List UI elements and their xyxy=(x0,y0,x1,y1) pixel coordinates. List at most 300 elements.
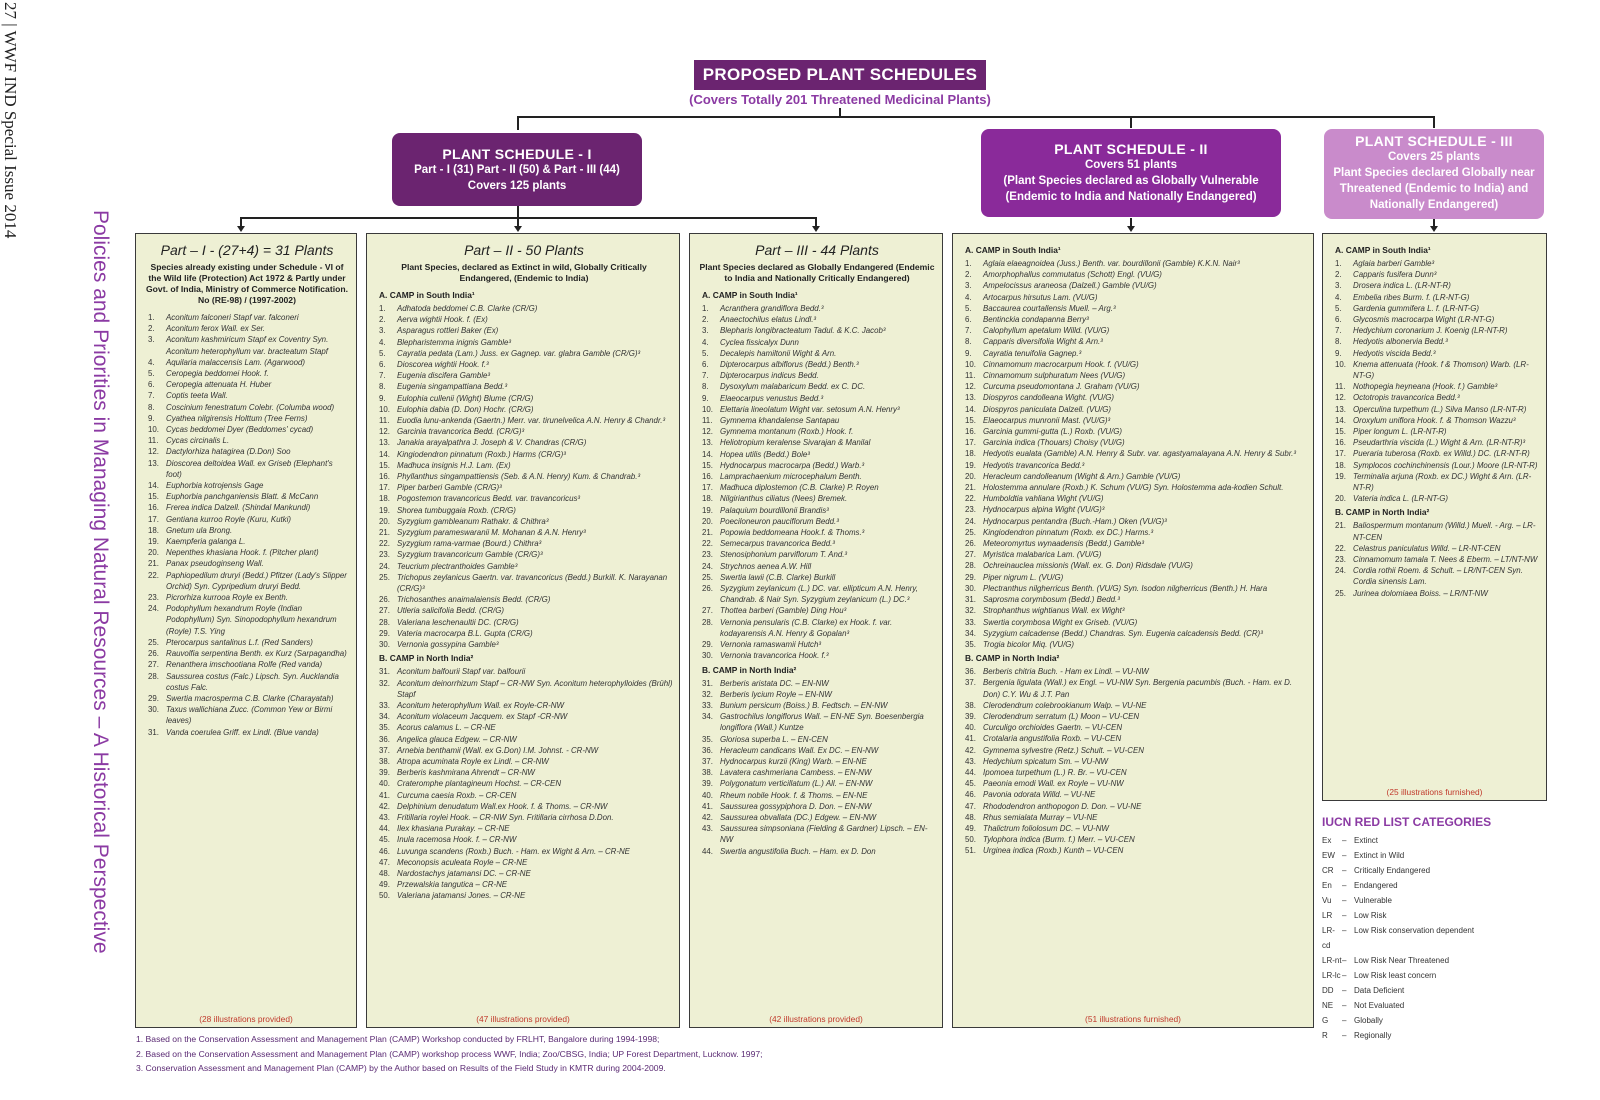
species-item xyxy=(961,292,1307,303)
species-name: Dysoxylum malabaricum Bedd. ex C. DC. xyxy=(720,382,866,392)
species-name: Elettaria lineolatum Wight var. setosum A.N. Henry³ xyxy=(720,404,900,414)
species-item xyxy=(698,605,936,616)
species-item xyxy=(698,767,936,778)
section-title: B. CAMP in North India² xyxy=(1335,507,1430,518)
species-name: Humboldtia vahliana Wight (VU/G) xyxy=(983,494,1104,504)
species-item xyxy=(144,480,350,491)
species-item xyxy=(1331,554,1540,565)
species-name: Curcuma caesia Roxb. – CR-CEN xyxy=(397,790,517,800)
item-number: 24. xyxy=(702,561,713,571)
item-number: 34. xyxy=(965,628,976,638)
item-number: 44. xyxy=(965,767,976,777)
species-name: Berberis lycium Royle – EN-NW xyxy=(720,689,832,699)
item-number: 27. xyxy=(379,606,390,616)
species-item xyxy=(698,460,936,471)
species-item xyxy=(1331,280,1540,291)
species-item xyxy=(961,359,1307,370)
item-number: 10. xyxy=(148,425,159,435)
item-number: 33. xyxy=(702,700,713,710)
item-number: 7. xyxy=(1335,326,1342,336)
item-number: 22. xyxy=(1335,543,1346,553)
item-number: 49. xyxy=(379,880,390,890)
item-number: 36. xyxy=(965,667,976,677)
dash: – xyxy=(1342,911,1347,920)
species-item xyxy=(961,471,1307,482)
species-name: Piper barberi Gamble (CR/G)³ xyxy=(397,483,502,493)
schedule-3-box xyxy=(1324,129,1544,219)
species-name: Cinnamomum tamala T. Nees & Eberm. – LT/NT-NW xyxy=(1353,555,1538,565)
item-number: 51. xyxy=(965,846,976,856)
species-name: Madhuca insignis H.J. Lam. (Ex) xyxy=(397,460,511,470)
species-name: Coscinium fenestratum Colebr. (Columba wood) xyxy=(166,402,335,412)
iucn-row xyxy=(1322,983,1562,998)
species-item xyxy=(144,671,350,693)
species-name: Picrorhiza kurrooa Royle ex Benth. xyxy=(166,593,288,603)
iucn-row xyxy=(1322,1013,1562,1028)
item-number: 25. xyxy=(379,572,390,582)
item-number: 31. xyxy=(702,678,713,688)
species-item xyxy=(144,592,350,603)
species-name: Luvunga scandens (Roxb.) Buch. - Ham. ex Wight & Arn. – CR-NE xyxy=(397,846,630,856)
species-item xyxy=(144,648,350,659)
species-name: Euphorbia panchganiensis Blatt. & McCann xyxy=(166,492,319,502)
species-name: Hedyotis travancorica Bedd.³ xyxy=(983,460,1085,470)
species-name: Acranthera grandiflora Bedd.³ xyxy=(720,304,824,313)
species-item xyxy=(144,334,350,356)
schedule-line: (Plant Species declared as Globally Vulnerable xyxy=(1003,175,1259,187)
species-item xyxy=(1331,336,1540,347)
iucn-code: LR-nt xyxy=(1322,956,1342,965)
species-name: Vernonia travancorica Hook. f.³ xyxy=(720,651,829,661)
item-number: 17. xyxy=(1335,449,1346,459)
species-name: Gardenia gummifera L. f. (LR-NT-G) xyxy=(1353,303,1479,313)
species-name: Coptis teeta Wall. xyxy=(166,391,228,401)
species-name: Cyclea fissicalyx Dunn xyxy=(720,337,799,347)
item-number: 35. xyxy=(702,734,713,744)
species-name: Swertia lawii (C.B. Clarke) Burkill xyxy=(720,572,836,582)
item-number: 10. xyxy=(1335,359,1346,369)
species-name: Ilex khasiana Purakay. – CR-NE xyxy=(397,824,510,834)
species-item xyxy=(1331,381,1540,392)
item-number: 40. xyxy=(965,723,976,733)
item-number: 39. xyxy=(379,768,390,778)
section-title: A. CAMP in South India¹ xyxy=(379,290,475,300)
item-number: 9. xyxy=(379,393,386,403)
species-name: Garcinia travancorica Bedd. (CR/G)³ xyxy=(397,427,525,437)
schedule-line: Nationally Endangered) xyxy=(1369,199,1499,211)
species-name: Taxus wallichiana Zucc. (Common Yew or Birmi leaves) xyxy=(166,705,333,726)
item-number: 37. xyxy=(702,756,713,766)
species-name: Plectranthus nilgherricus Benth. (VU/G) Syn. Isodon nilgherricus (Benth.) H. Hara xyxy=(983,583,1268,593)
iucn-legend xyxy=(1322,815,1562,1043)
item-number: 21. xyxy=(148,559,159,569)
species-item xyxy=(375,505,673,516)
species-item xyxy=(375,801,673,812)
species-name: Diospyros paniculata Dalzell. (VU/G) xyxy=(983,404,1112,414)
item-number: 35. xyxy=(965,639,976,649)
species-item xyxy=(698,471,936,482)
item-number: 9. xyxy=(965,348,972,358)
item-number: 41. xyxy=(702,801,713,811)
species-name: Inula racemosa Hook. f. – CR-NW xyxy=(397,835,517,845)
species-name: Gymnema khandalense Santapau xyxy=(720,416,840,426)
item-number: 25. xyxy=(702,572,713,582)
item-number: 7. xyxy=(965,326,972,336)
species-item xyxy=(375,393,673,404)
species-name: Aglaia elaeagnoidea (Juss.) Benth. var. bourdillonii (Gamble) K.K.N. Nair³ xyxy=(983,259,1240,268)
connector xyxy=(240,217,816,219)
species-name: Eugenia singampattiana Bedd.³ xyxy=(397,382,508,392)
species-item xyxy=(961,381,1307,392)
species-name: Cinnamomum macrocarpum Hook. f. (VU/G) xyxy=(983,359,1139,369)
species-item xyxy=(375,561,673,572)
item-number: 43. xyxy=(702,824,713,834)
species-name: Tylophora indica (Burm. f.) Merr. – VU-CEN xyxy=(983,835,1135,845)
item-number: 13. xyxy=(965,393,976,403)
part-1-column xyxy=(135,233,357,1028)
species-item xyxy=(961,516,1307,527)
species-name: Rhododendron anthopogon D. Don. – VU-NE xyxy=(983,801,1142,811)
species-name: Utleria salicifolia Bedd. (CR/G) xyxy=(397,606,504,616)
species-item xyxy=(961,538,1307,549)
species-item xyxy=(144,693,350,704)
item-number: 19. xyxy=(1335,471,1346,481)
item-number: 29. xyxy=(379,628,390,638)
species-name: Drosera indica L. (LR-NT-R) xyxy=(1353,281,1451,291)
species-item xyxy=(961,560,1307,571)
schedule-3-column xyxy=(1322,233,1547,801)
species-name: Aconitum kashmiricum Stapf ex Coventry Syn. Aconitum heterophyllum var. bracteatum Stapf xyxy=(166,335,329,356)
species-item xyxy=(375,857,673,868)
species-item xyxy=(375,460,673,471)
species-name: Cycas beddomei Dyer (Beddomes' cycad) xyxy=(166,425,314,435)
species-name: Pogostemon travancoricus Bedd. var. travancoricus³ xyxy=(397,494,581,504)
species-item xyxy=(698,583,936,605)
item-number: 24. xyxy=(1335,566,1346,576)
connector xyxy=(517,205,519,217)
item-number: 42. xyxy=(379,801,390,811)
section-title: A. CAMP in South India¹ xyxy=(702,290,798,300)
dash: – xyxy=(1342,1001,1347,1010)
item-number: 5. xyxy=(379,348,386,358)
schedule-title: PLANT SCHEDULE - III xyxy=(1355,133,1513,149)
item-number: 37. xyxy=(379,745,390,755)
item-number: 20. xyxy=(148,548,159,558)
species-name: Baliospermum montanum (Willd.) Muell. - Arg. – LR-NT-CEN xyxy=(1353,521,1536,542)
item-number: 14. xyxy=(1335,415,1346,425)
species-name: Dactylorhiza hatagirea (D.Don) Soo xyxy=(166,447,291,457)
species-name: Pterocarpus santalinus L.f. (Red Sanders) xyxy=(166,637,313,647)
iucn-desc: Low Risk Near Threatened xyxy=(1354,956,1450,965)
item-number: 1. xyxy=(965,259,972,268)
species-item xyxy=(375,617,673,628)
item-number: 14. xyxy=(148,481,159,491)
species-item xyxy=(1331,404,1540,415)
item-number: 2. xyxy=(1335,270,1342,280)
species-item xyxy=(961,789,1307,800)
species-name: Hydnocarpus alpina Wight (VU/G)³ xyxy=(983,505,1105,515)
species-name: Renanthera imschootiana Rolfe (Red vanda) xyxy=(166,660,323,670)
species-name: Saussurea obvallata (DC.) Edgew. – EN-NW xyxy=(720,812,877,822)
item-number: 34. xyxy=(702,712,713,722)
species-item xyxy=(375,628,673,639)
item-number: 44. xyxy=(702,846,713,856)
iucn-row xyxy=(1322,1028,1562,1043)
species-name: Saussurea gossypiphora D. Don. – EN-NW xyxy=(720,801,872,811)
species-item xyxy=(144,525,350,536)
species-item xyxy=(961,733,1307,744)
iucn-row xyxy=(1322,908,1562,923)
item-number: 13. xyxy=(148,458,159,468)
species-item xyxy=(698,678,936,689)
species-name: Cayratia tenuifolia Gagnep.³ xyxy=(983,348,1082,358)
species-item xyxy=(375,734,673,745)
item-number: 45. xyxy=(379,835,390,845)
schedule-line: Part - I (31) Part - II (50) & Part - III (44) xyxy=(414,163,620,176)
species-name: Popowia beddomeana Hook.f. & Thoms.³ xyxy=(720,528,865,538)
species-name: Elaeocarpus venustus Bedd.³ xyxy=(720,393,824,403)
species-item xyxy=(961,504,1307,515)
column-description: Plant Species declared as Globally Endangered (Endemic to India and Nationally Critically Endangered) xyxy=(699,262,935,283)
species-item xyxy=(375,303,673,314)
species-item xyxy=(698,325,936,336)
illustrations-note: (28 illustrations provided) xyxy=(199,1014,293,1024)
species-item xyxy=(1331,437,1540,448)
item-number: 31. xyxy=(148,727,159,737)
species-item xyxy=(1331,325,1540,336)
species-item xyxy=(375,834,673,845)
main-subtitle: (Covers Totally 201 Threatened Medicinal Plants) xyxy=(689,92,991,107)
species-item xyxy=(375,381,673,392)
species-name: Hydnocarpus pentandra (Buch.-Ham.) Oken (VU/G)³ xyxy=(983,516,1167,526)
item-number: 38. xyxy=(379,756,390,766)
item-number: 47. xyxy=(965,801,976,811)
iucn-code: LR xyxy=(1322,911,1333,920)
species-name: Heliotropium keralense Sivarajan & Manilal xyxy=(720,438,871,448)
species-name: Nardostachys jatamansi DC. – CR-NE xyxy=(397,868,531,878)
species-name: Bergenia ligulata (Wall.) ex Engl. – VU-NW Syn. Bergenia pacumbis (Buch. - Ham. ex D. Don) C.Y. Wu & J.T. Pan xyxy=(983,678,1293,699)
species-item xyxy=(144,502,350,513)
dash: – xyxy=(1342,896,1347,905)
species-item xyxy=(698,482,936,493)
species-item xyxy=(698,812,936,823)
item-number: 40. xyxy=(702,790,713,800)
item-number: 3. xyxy=(148,335,155,345)
species-name: Kaempferia galanga L. xyxy=(166,537,246,547)
species-item xyxy=(961,437,1307,448)
species-item xyxy=(375,572,673,594)
species-name: Embelia ribes Burm. f. (LR-NT-G) xyxy=(1353,292,1470,302)
dash: – xyxy=(1342,1031,1347,1040)
item-number: 7. xyxy=(148,391,155,401)
species-item xyxy=(961,628,1307,639)
species-name: Angelica glauca Edgew. – CR-NW xyxy=(397,734,517,744)
species-name: Piper nigrum L. (VU/G) xyxy=(983,572,1064,582)
species-name: Jurinea dolomiaea Boiss. – LR/NT-NW xyxy=(1353,588,1488,598)
species-item xyxy=(698,572,936,583)
item-number: 1. xyxy=(1335,259,1342,268)
species-name: Nilgirianthus ciliatus (Nees) Bremek. xyxy=(720,494,848,504)
iucn-code: Vu xyxy=(1322,896,1332,905)
species-name: Knema attenuata (Hook. f & Thomson) Warb. (LR-NT-G) xyxy=(1353,359,1529,381)
section-title: A. CAMP in South India¹ xyxy=(1335,245,1431,255)
item-number: 19. xyxy=(379,505,390,515)
item-number: 29. xyxy=(702,640,713,650)
item-number: 23. xyxy=(148,593,159,603)
species-item xyxy=(698,359,936,370)
iucn-desc: Vulnerable xyxy=(1354,896,1392,905)
species-name: Semecarpus travancorica Bedd.³ xyxy=(720,539,835,549)
connector xyxy=(1130,218,1132,226)
item-number: 36. xyxy=(379,734,390,744)
item-number: 9. xyxy=(702,393,709,403)
species-item xyxy=(698,790,936,801)
item-number: 19. xyxy=(965,460,976,470)
species-name: Clerodendrum serratum (L) Moon – VU-CEN xyxy=(983,711,1140,721)
species-item xyxy=(961,845,1307,856)
species-item xyxy=(961,700,1307,711)
dash: – xyxy=(1342,836,1347,845)
item-number: 28. xyxy=(379,617,390,627)
item-number: 10. xyxy=(965,359,976,369)
species-name: Hedychium spicatum Sm. – VU-NW xyxy=(983,756,1108,766)
item-number: 5. xyxy=(148,369,155,379)
section-title: A. CAMP in South India¹ xyxy=(965,245,1061,255)
species-name: Aconitum balfourii Stapf var. balfourii xyxy=(397,667,526,677)
item-number: 28. xyxy=(965,561,976,571)
item-number: 40. xyxy=(379,779,390,789)
species-name: Aerva wightii Hook. f. (Ex) xyxy=(397,315,488,325)
item-number: 11. xyxy=(148,436,159,446)
dash: – xyxy=(1342,956,1347,965)
connector xyxy=(1130,116,1132,128)
iucn-row xyxy=(1322,923,1562,953)
iucn-desc: Low Risk xyxy=(1354,911,1387,920)
species-item xyxy=(698,493,936,504)
species-name: Aquilaria malaccensis Lam. (Agarwood) xyxy=(166,357,306,367)
item-number: 33. xyxy=(965,617,976,627)
item-number: 5. xyxy=(702,348,709,358)
species-item xyxy=(961,767,1307,778)
item-number: 4. xyxy=(1335,292,1342,302)
species-name: Symplocos cochinchinensis (Lour.) Moore (LR-NT-R) xyxy=(1353,460,1538,470)
item-number: 2. xyxy=(965,270,972,280)
page-header-vertical xyxy=(0,0,22,300)
species-name: Saussurea simpsoniana (Fielding & Gardner) Lipsch. – EN-NW xyxy=(720,824,928,845)
species-item xyxy=(698,711,936,733)
item-number: 8. xyxy=(1335,337,1342,347)
item-number: 39. xyxy=(965,711,976,721)
species-name: Pseudarthria viscida (L.) Wight & Arn. (LR-NT-R)³ xyxy=(1353,438,1526,448)
species-item xyxy=(698,561,936,572)
species-item xyxy=(144,704,350,726)
species-name: Vernonia ramaswamii Hutch³ xyxy=(720,640,822,650)
species-name: Aconitum heterophyllum Wall. ex Royle-CR-NW xyxy=(397,700,564,710)
species-name: Heracleum candolleanum (Wight & Arn.) Gamble (VU/G) xyxy=(983,471,1181,481)
arrow xyxy=(1127,226,1135,232)
item-number: 8. xyxy=(702,382,709,392)
species-item xyxy=(698,449,936,460)
illustrations-note: (25 illustrations furnished) xyxy=(1386,787,1483,797)
species-item xyxy=(144,458,350,480)
item-number: 2. xyxy=(379,315,386,325)
item-number: 16. xyxy=(702,472,713,482)
illustrations-note: (47 illustrations provided) xyxy=(476,1014,570,1024)
schedule-line: (Endemic to India and Nationally Endangered) xyxy=(1005,191,1257,203)
species-name: Vateria indica L. (LR-NT-G) xyxy=(1353,494,1449,504)
item-number: 15. xyxy=(148,492,159,502)
species-item xyxy=(1331,269,1540,280)
item-number: 29. xyxy=(965,572,976,582)
item-number: 29. xyxy=(148,693,159,703)
species-name: Octotropis travancorica Bedd.³ xyxy=(1353,393,1460,403)
species-list xyxy=(1331,520,1540,598)
connector xyxy=(517,116,1434,118)
species-name: Dipterocarpus albiflorus (Bedd.) Benth.³ xyxy=(720,360,859,370)
item-number: 8. xyxy=(965,337,972,347)
species-name: Meconopsis aculeata Royle – CR-NE xyxy=(397,857,528,867)
species-name: Celastrus paniculatus Willd. – LR-NT-CEN xyxy=(1353,543,1501,553)
species-name: Rheum nobile Hook. f. & Thoms. – EN-NE xyxy=(720,790,868,800)
species-item xyxy=(375,823,673,834)
species-name: Gastrochilus longiflorus Wall. – EN-NE Syn. Boesenbergia longiflora (Wall.) Kuntze xyxy=(720,712,924,733)
item-number: 42. xyxy=(702,812,713,822)
item-number: 17. xyxy=(965,438,976,448)
item-number: 32. xyxy=(965,606,976,616)
species-name: Aconitum ferox Wall. ex Ser. xyxy=(166,324,266,334)
species-item xyxy=(698,823,936,845)
species-name: Hopea utilis (Bedd.) Bole³ xyxy=(720,449,810,459)
item-number: 22. xyxy=(148,570,159,580)
item-number: 5. xyxy=(1335,303,1342,313)
species-name: Hydnocarpus kurzii (King) Warb. – EN-NE xyxy=(720,756,867,766)
dash: – xyxy=(1342,986,1347,995)
species-item xyxy=(144,514,350,525)
item-number: 17. xyxy=(148,514,159,524)
item-number: 15. xyxy=(702,460,713,470)
item-number: 23. xyxy=(379,550,390,560)
species-name: Berberis kashmirana Ahrendt – CR-NW xyxy=(397,768,535,778)
species-name: Vernonia gossypina Gamble³ xyxy=(397,640,499,650)
species-name: Ceropegia attenuata H. Huber xyxy=(166,380,272,390)
iucn-row xyxy=(1322,878,1562,893)
species-name: Pavonia odorata Willd. – VU-NE xyxy=(983,790,1096,800)
species-item xyxy=(375,868,673,879)
species-name: Hedyotis eualata (Gamble) A.N. Henry & Subr. var. agastyamalayana A.N. Henry & Subr.³ xyxy=(983,449,1296,459)
species-item xyxy=(1331,471,1540,493)
species-name: Euodia lunu-ankenda (Gaertn.) Merr. var. tirunelvelica A.N. Henry & Chandr.³ xyxy=(397,416,666,426)
iucn-row xyxy=(1322,893,1562,908)
item-number: 17. xyxy=(379,483,390,493)
species-item xyxy=(375,415,673,426)
species-name: Curcuma pseudomontana J. Graham (VU/G) xyxy=(983,382,1140,392)
iucn-row xyxy=(1322,833,1562,848)
dash: – xyxy=(1342,971,1347,980)
species-name: Aconitum deinorrhizum Stapf – CR-NW Syn. Aconitum heterophylloides (Brühl) Stapf xyxy=(397,678,673,699)
species-name: Eugenia discifera Gamble³ xyxy=(397,371,490,381)
species-name: Holostemma annulare (Roxb.) K. Schum (VU/G) Syn. Holostemma ada-kodien Schult. xyxy=(983,483,1284,493)
species-name: Berberis chitria Buch. - Ham ex Lindl. – VU-NW xyxy=(983,667,1149,677)
species-item xyxy=(1331,258,1540,269)
species-name: Podophyllum hexandrum Royle (Indian Podophyllum) Syn. Sinopodophyllum hexandrum (Royle) T.S. Ying xyxy=(166,604,337,636)
species-name: Przewalskia tangutica – CR-NE xyxy=(397,880,508,890)
schedule-2-column xyxy=(952,233,1314,1028)
species-item xyxy=(144,323,350,334)
item-number: 1. xyxy=(148,313,155,322)
item-number: 48. xyxy=(965,812,976,822)
species-name: Atropa acuminata Royle ex Lindl. – CR-NW xyxy=(397,756,549,766)
item-number: 18. xyxy=(148,525,159,535)
